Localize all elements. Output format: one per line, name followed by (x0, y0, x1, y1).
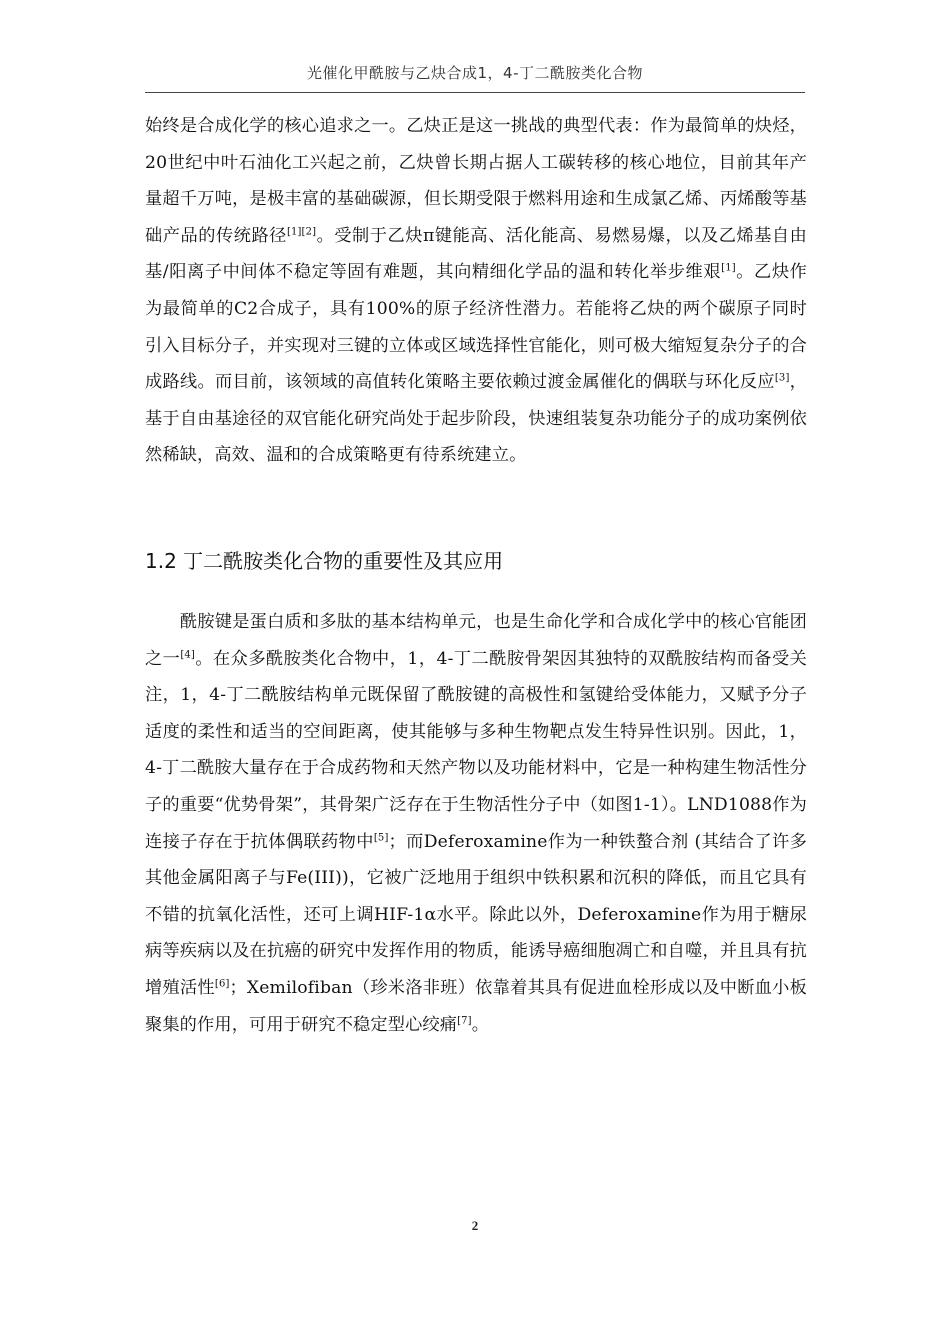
citation-6: [6] (214, 978, 230, 990)
page-number: 2 (471, 1218, 479, 1233)
citation-4: [4] (180, 648, 195, 660)
header-rule (145, 92, 805, 93)
body-paragraph-1 (145, 108, 807, 474)
citation-5: [5] (373, 831, 389, 843)
paragraph-2-text-c: ；而Deferoxamine作为一种铁螯合剂 (其结合了许多其他金属阳离子与Fe(III))，它被广泛地用于组织中铁积累和沉积的降低，而且它具有不错的抗氧化活性，还可上调HIF-1α水平。除此以外，Deferoxamine作为用于糖尿病等疾病以及在抗癌的研究中发挥作用的物质，能诱导癌细胞凋亡和自噬，并且具有抗增殖活性 (145, 831, 808, 998)
paragraph-2-text-a: 酰胺键是蛋白质和多肽的基本结构单元，也是生命化学和合成化学中的核心官能团之一 (145, 612, 807, 669)
citation-3: [3] (774, 372, 790, 384)
paragraph-1-text-a: 始终是合成化学的核心追求之一。乙炔正是这一挑战的典型代表：作为最简单的炔烃，20世纪中叶石油化工兴起之前，乙炔曾长期占据人工碳转移的核心地位，目前其年产量超千万吨，是极丰富的基础碳源，但长期受限于燃料用途和生成氯乙烯、丙烯酸等基础产品的传统路径 (145, 116, 807, 246)
paragraph-2-text-d: ；Xemilofiban（珍米洛非班）依靠着其具有促进血栓形成以及中断血小板聚集的作用，可用于研究不稳定型心绞痛 (145, 977, 807, 1035)
body-paragraph-2 (145, 604, 807, 1043)
citation-1: [1] (721, 262, 736, 274)
paragraph-1-text-d: ，基于自由基途径的双官能化研究尚处于起步阶段，快速组装复杂功能分子的成功案例依然稀缺，高效、温和的合成策略更有待系统建立。 (145, 372, 807, 466)
running-header: 光催化甲酰胺与乙炔合成1，4-丁二酰胺类化合物 (306, 64, 643, 82)
citation-7: [7] (457, 1014, 472, 1026)
paragraph-2-text-b: 。在众多酰胺类化合物中，1，4-丁二酰胺骨架因其独特的双酰胺结构而备受关注，1，4-丁二酰胺结构单元既保留了酰胺键的高极性和氢键给受体能力，又赋予分子适度的柔性和适当的空间距离，使其能够与多种生物靶点发生特异性识别。因此，1，4-丁二酰胺大量存在于合成药物和天然产物以及功能材料中，它是一种构建生物活性分子的重要“优势骨架”，其骨架广泛存在于生物活性分子中（如图1-1）。LND1088作为连接子存在于抗体偶联药物中 (145, 648, 807, 852)
section-heading: 1.2 丁二酰胺类化合物的重要性及其应用 (145, 549, 504, 573)
paragraph-1-text-b: 。受制于乙炔π键能高、活化能高、易燃易爆，以及乙烯基自由基/阳离子中间体不稳定等固有难题，其向精细化学品的温和转化举步维艰 (145, 225, 808, 283)
paragraph-1-text-c: 。乙炔作为最简单的C2合成子，具有100%的原子经济性潜力。若能将乙炔的两个碳原子同时引入目标分子，并实现对三键的立体或区域选择性官能化，则可极大缩短复杂分子的合成路线。而目前，该领域的高值转化策略主要依赖过渡金属催化的偶联与环化反应 (145, 262, 807, 393)
citation-1-2: [1][2] (286, 226, 317, 238)
paragraph-2-text-e: 。 (471, 1014, 490, 1035)
